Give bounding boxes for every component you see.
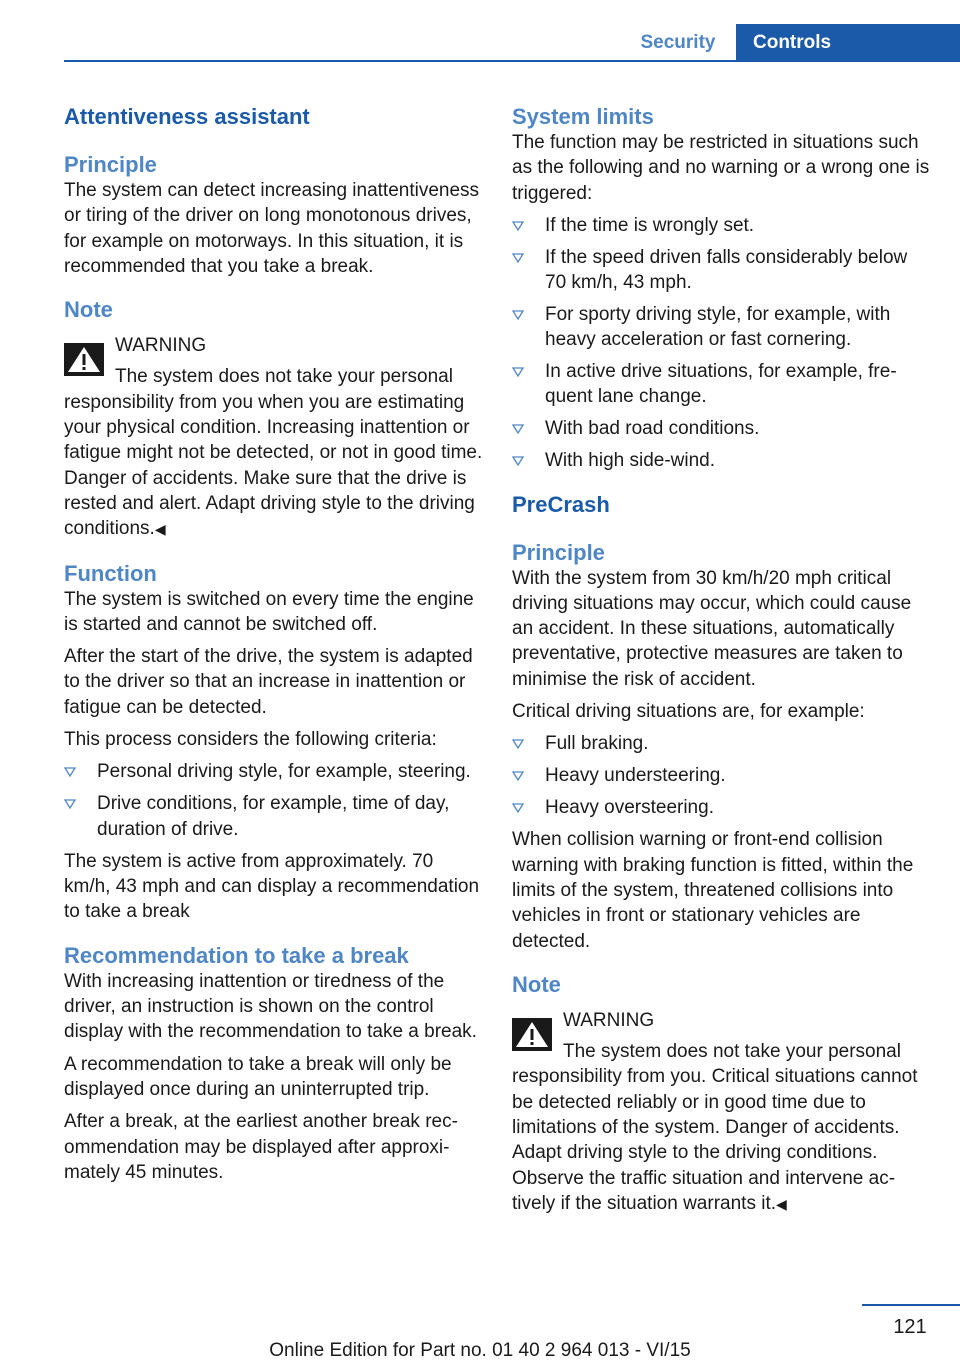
left-column — [64, 100, 484, 1192]
list-item-text: Heavy understeering. — [545, 765, 726, 787]
heading-break-recommendation: Recommendation to take a break — [64, 942, 409, 968]
list-item-text: In active drive situations, for example, frequent lane change. — [545, 361, 897, 408]
break-text-3: After a break, at the earliest another break recommendation may be displayed after approximately 45 minutes. — [64, 1111, 458, 1183]
header-rule — [64, 60, 960, 62]
list-item-text: Full braking. — [545, 733, 649, 755]
warning-title: WARNING — [115, 335, 207, 357]
principle-text: The system can detect increasing inattentiveness or tiring of the driver on long monotonous drives, for example on motorways. In this situation, it is recommended that you take a break. — [64, 180, 480, 277]
criteria-list — [64, 759, 484, 841]
list-item — [512, 795, 930, 820]
warning-text: The system does not take your personal responsibility from you when you are estimating your physical condition. Increasing inattention or fatigue might not be detected, or not in good time. Danger of accidents. Make sure that the drive is rested and alert. Adapt driving style to the driving conditions. — [64, 366, 483, 540]
situations-list — [512, 731, 930, 820]
page-number: 121 — [893, 1316, 927, 1338]
function-text-2: After the start of the drive, the system is adapted to the driver so that an increase in inattention or fatigue can be detected. — [64, 646, 473, 718]
function-text-4: The system is active from approximately. 70 km/h, 43 mph and can display a recommendation to take a break — [64, 850, 480, 923]
break-text-1: With increasing inattention or tiredness of the driver, an instruction is shown on the control display with the recommendation to take a break. — [64, 970, 477, 1043]
warning-title: WARNING — [563, 1009, 655, 1031]
list-item-text: Drive conditions, for example, time of day, duration of drive. — [97, 793, 450, 840]
section-title-precrash: PreCrash — [512, 491, 610, 517]
warning-icon — [64, 343, 104, 376]
limits-list — [512, 213, 930, 474]
list-item — [64, 759, 484, 784]
function-text-3: This process considers the following criteria: — [64, 729, 437, 751]
list-item-text: For sporty driving style, for example, with heavy acceleration or fast cornering. — [545, 303, 891, 351]
heading-note-precrash: Note — [512, 971, 561, 997]
list-item — [512, 416, 930, 441]
end-marker: ◀ — [776, 1195, 787, 1212]
warning-box-precrash — [512, 1008, 930, 1217]
list-item-text: If the speed driven falls considerably below 70 km/h, 43 mph. — [545, 246, 908, 294]
heading-note: Note — [64, 297, 113, 323]
end-marker: ◀ — [154, 521, 166, 538]
bullet-triangle-icon — [512, 221, 524, 231]
limits-intro: The function may be restricted in situations such as the following and no warning or a wrong one is triggered: — [512, 132, 930, 204]
heading-function: Function — [64, 560, 157, 586]
heading-principle-precrash: Principle — [512, 539, 605, 565]
precrash-text-2: Critical driving situations are, for example: — [512, 701, 865, 723]
bullet-triangle-icon — [512, 253, 524, 263]
list-item — [512, 448, 930, 473]
bullet-triangle-icon — [64, 767, 76, 777]
warning-body — [64, 364, 484, 542]
heading-system-limits: System limits — [512, 104, 654, 129]
warning-icon — [512, 1018, 552, 1051]
list-item — [64, 791, 484, 842]
bullet-triangle-icon — [512, 367, 524, 377]
warning-box — [64, 333, 484, 542]
list-item — [512, 213, 930, 238]
footer-rule — [862, 1304, 960, 1306]
function-text-1: The system is switched on every time the engine is started and cannot be switched off. — [64, 588, 474, 635]
section-title-attentiveness: Attentiveness assistant — [64, 104, 310, 129]
bullet-triangle-icon — [512, 803, 524, 813]
list-item — [512, 245, 930, 296]
list-item — [512, 359, 930, 410]
list-item-text: Personal driving style, for example, steering. — [97, 761, 471, 783]
list-item — [512, 731, 930, 756]
precrash-text-1: With the system from 30 km/h/20 mph critical driving situations may occur, which could cause an accident. In these situations, automatically preventative, protective measures are taken to minimise the risk of accident. — [512, 567, 912, 690]
tab-controls[interactable]: Controls — [736, 24, 960, 62]
list-item-text: Heavy oversteering. — [545, 797, 714, 819]
list-item — [512, 763, 930, 788]
warning-body — [512, 1039, 930, 1217]
edition-footer: Online Edition for Part no. 01 40 2 964 013 - VI/15 — [269, 1340, 691, 1361]
bullet-triangle-icon — [512, 424, 524, 434]
precrash-text-3: When collision warning or front-end collision warning with braking function is fitted, within the limits of the system, threatened collisions into vehicles in front or stationary vehicles are detected. — [512, 829, 914, 952]
list-item-text: With high side-wind. — [545, 450, 716, 472]
list-item-text: With bad road conditions. — [545, 418, 760, 440]
bullet-triangle-icon — [512, 456, 524, 466]
heading-principle: Principle — [64, 152, 157, 177]
bullet-triangle-icon — [512, 310, 524, 320]
warning-text: The system does not take your personal responsibility from you. Critical situations cannot be detected reliably or in good time due to limitations of the system. Danger of accidents. Adapt driving style to the driving conditions. Observe the traffic situation and intervene actively if the situation warrants it. — [512, 1041, 918, 1214]
bullet-triangle-icon — [64, 799, 76, 809]
right-column — [512, 100, 930, 1224]
list-item — [512, 302, 930, 353]
bullet-triangle-icon — [512, 771, 524, 781]
tab-security[interactable]: Security — [640, 32, 716, 53]
list-item-text: If the time is wrongly set. — [545, 214, 755, 236]
break-text-2: A recommendation to take a break will only be displayed once during an uninterrupted trip. — [64, 1053, 452, 1100]
bullet-triangle-icon — [512, 739, 524, 749]
